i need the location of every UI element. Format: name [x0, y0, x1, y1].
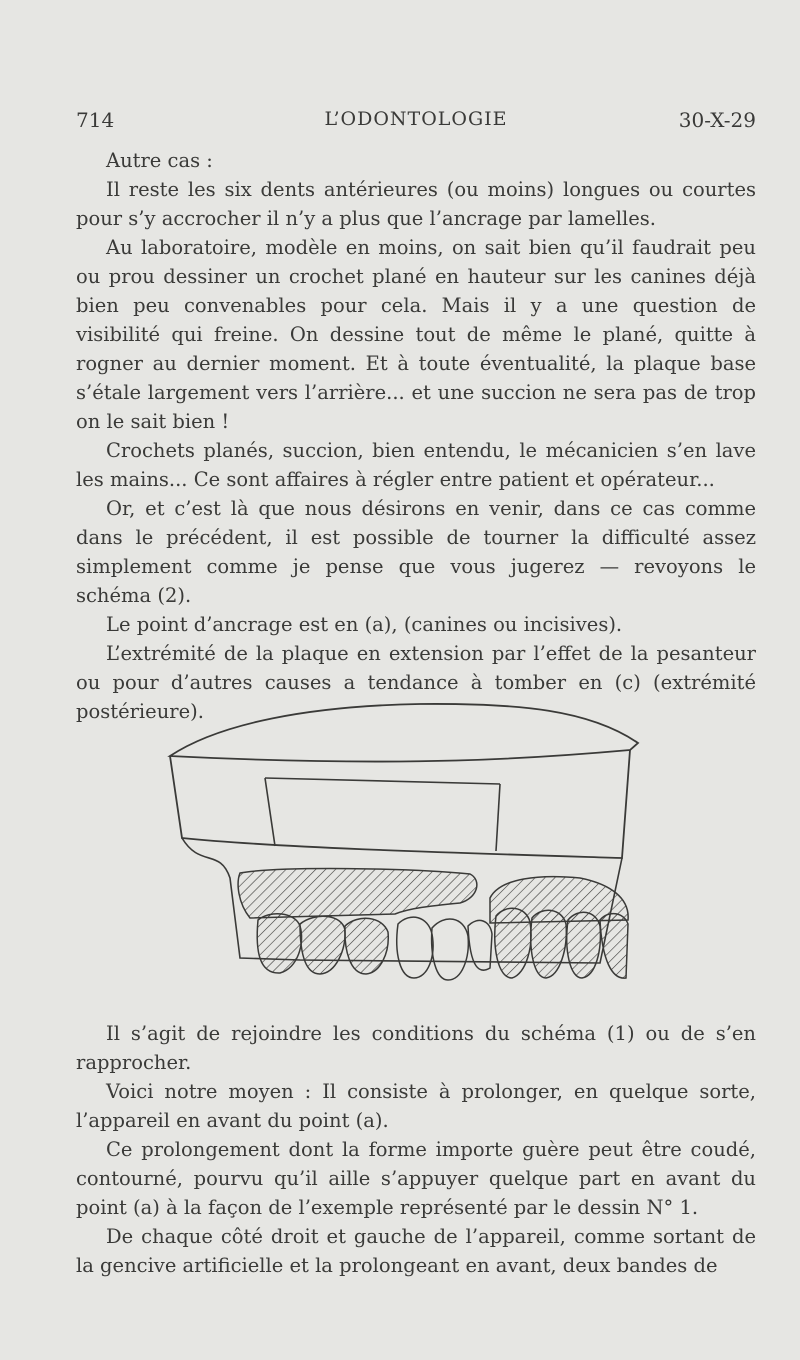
paragraph: Il reste les six dents antérieures (ou moins) longues ou courtes pour s’y accrocher il n’y a plus que l’ancrage par lamelles.: [76, 178, 756, 230]
paragraph: Voici notre moyen : Il consiste à prolonger, en quelque sorte, l’appareil en avant du point (a).: [76, 1080, 756, 1132]
right-tooth: [531, 910, 567, 978]
left-tooth: [300, 916, 345, 974]
base-plate-front: [170, 750, 630, 858]
paragraph: Au laboratoire, modèle en moins, on sait bien qu’il faudrait peu ou prou dessiner un crochet plané en hauteur sur les canines déjà bien peu convenables pour cela. Mais il y a une question de visibilité qui freine. On dessine tout de même le plané, quitte à rogner au dernier moment. Et à toute éventualité, la plaque base s’étale largement vers l’arrière... et une succion ne sera pas de trop on le sait bien !: [76, 236, 756, 433]
right-tooth: [567, 912, 601, 978]
incisor: [432, 919, 469, 980]
paragraph: Autre cas :: [106, 149, 213, 172]
paragraph: Ce prolongement dont la forme importe guère peut être coudé, contourné, pourvu qu’il aille s’appuyer quelque part en avant du point (a) à la façon de l’exemple représenté par le dessin N° 1.: [76, 1138, 756, 1219]
left-tooth: [345, 918, 388, 974]
journal-title: L’ODONTOLOGIE: [324, 108, 508, 130]
right-tooth: [495, 908, 531, 978]
text-block-bottom: [76, 1019, 756, 1280]
paragraph: Crochets planés, succion, bien entendu, le mécanicien s’en lave les mains... Ce sont affaires à régler entre patient et opérateur...: [76, 439, 756, 491]
denture-drawing: [160, 698, 650, 998]
left-gingiva: [238, 869, 477, 918]
text-block-top: [76, 146, 756, 726]
denture-illustration: [160, 698, 650, 998]
paragraph: Il s’agit de rejoindre les conditions du schéma (1) ou de s’en rapprocher.: [76, 1022, 756, 1074]
left-tooth: [257, 914, 301, 973]
running-header: [76, 100, 756, 134]
page-number: 714: [76, 108, 115, 132]
incisor: [397, 917, 433, 978]
incisor: [468, 920, 492, 970]
issue-date: 30-X-29: [678, 108, 756, 132]
base-plate-top: [170, 704, 638, 762]
paragraph: Or, et c’est là que nous désirons en venir, dans ce cas comme dans le précédent, il est possible de tourner la difficulté assez simplement comme je pense que vous jugerez — revoyons le schéma (2).: [76, 497, 756, 607]
paragraph: L’extrémité de la plaque en extension par l’effet de la pesanteur ou pour d’autres causes a tendance à tomber en (c) (extrémité postérieure).: [76, 642, 756, 723]
right-tooth: [600, 914, 628, 979]
paragraph: Le point d’ancrage est en (a), (canines ou incisives).: [106, 613, 623, 636]
paragraph: De chaque côté droit et gauche de l’appareil, comme sortant de la gencive artificielle et la prolongeant en avant, deux bandes de: [76, 1225, 756, 1277]
